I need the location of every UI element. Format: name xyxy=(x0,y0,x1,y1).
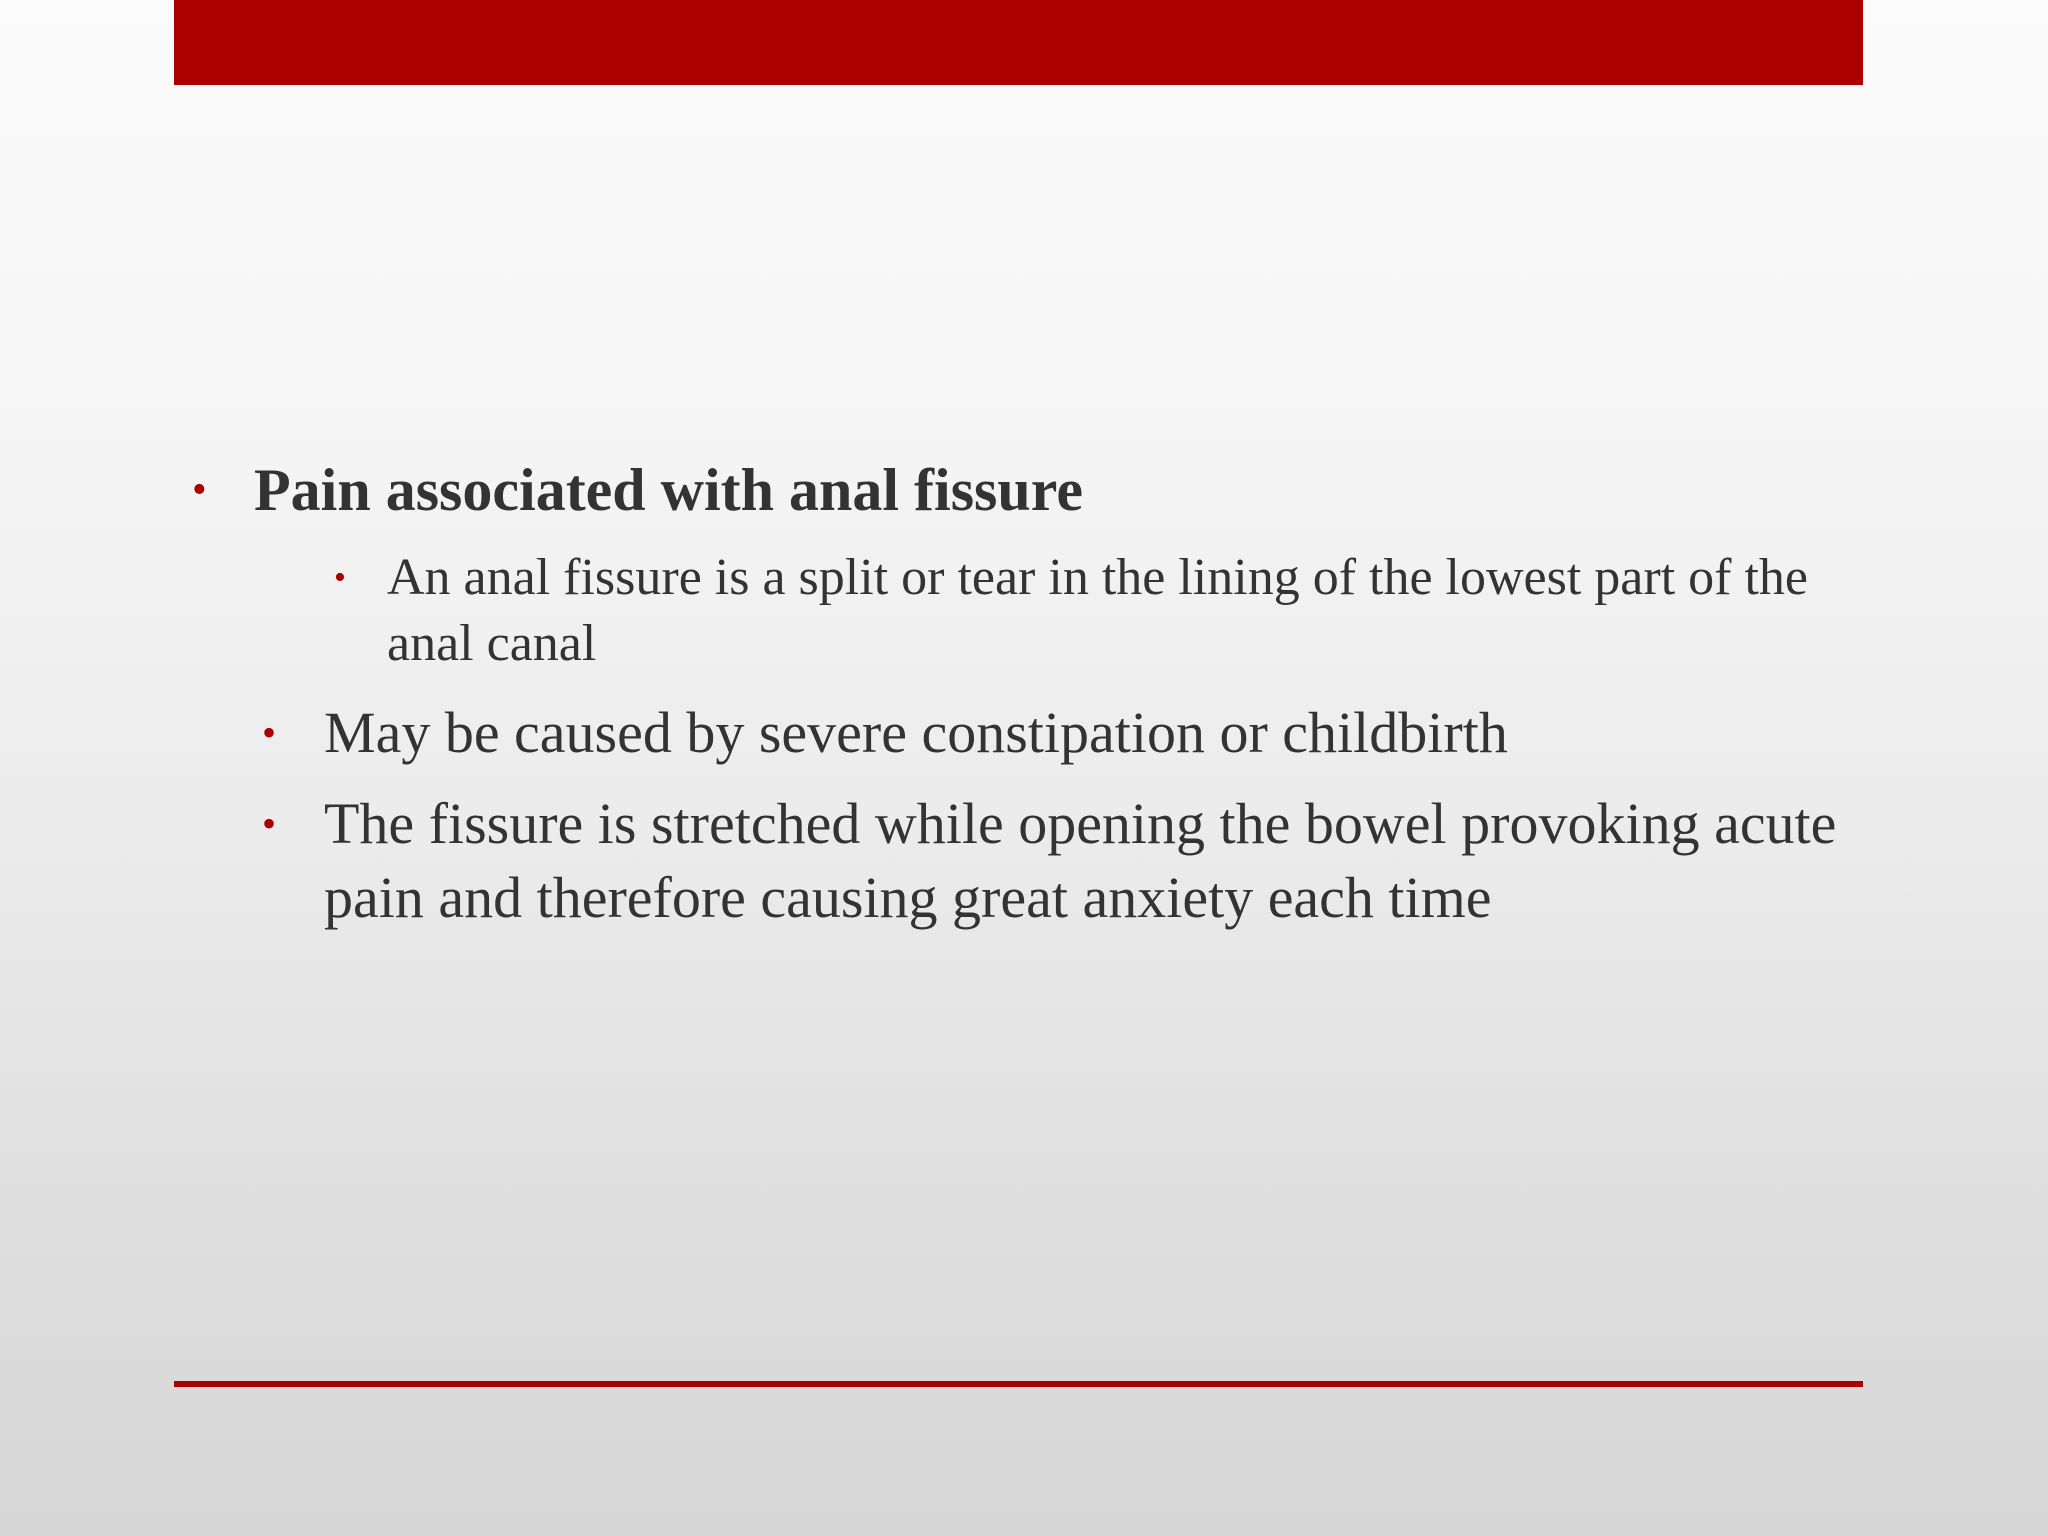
bullet-dot-icon: • xyxy=(334,559,346,596)
bullet-heading-pain: Pain associated with anal fissure xyxy=(254,457,1083,523)
footer-accent-rule xyxy=(174,1381,1863,1387)
bullet-stretched-pain: The fissure is stretched while opening the bowel provoking acute pain and therefore causing great anxiety each time xyxy=(324,791,1837,930)
bullet-fissure-definition: An anal fissure is a split or tear in the lining of the lowest part of the anal canal xyxy=(387,549,1808,672)
bullet-causes: May be caused by severe constipation or childbirth xyxy=(324,700,1508,765)
bullet-dot-icon: • xyxy=(262,801,277,846)
bullet-dot-icon: • xyxy=(262,710,277,755)
bullet-dot-icon: • xyxy=(192,467,207,513)
